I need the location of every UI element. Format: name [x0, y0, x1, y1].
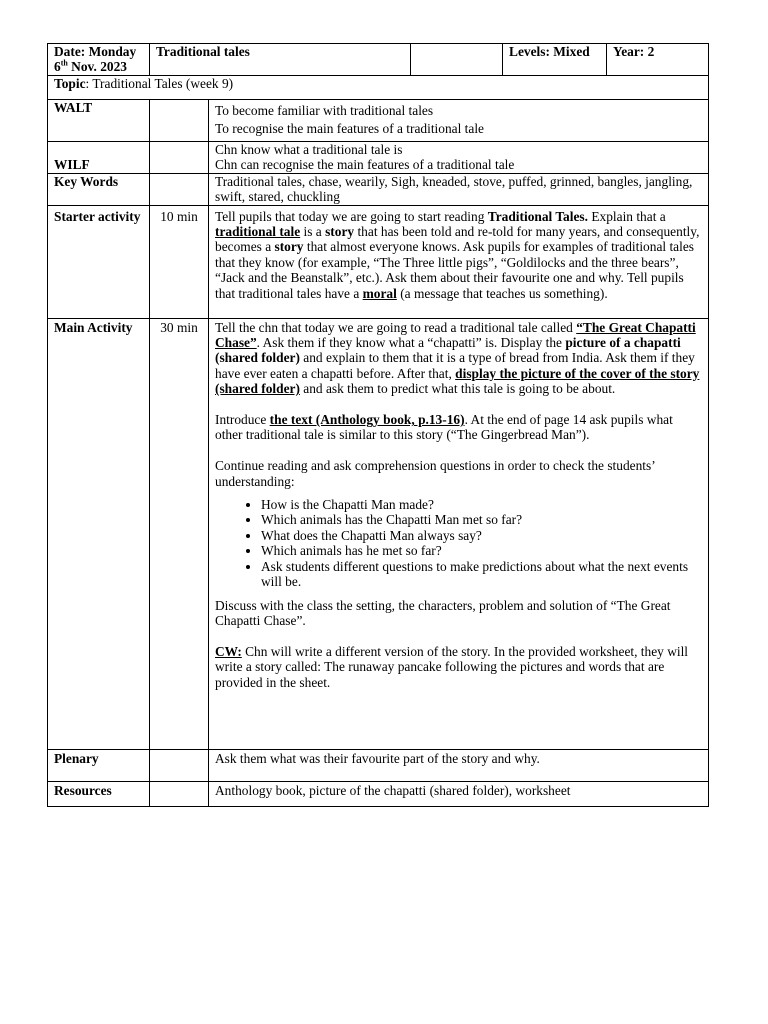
levels-cell: Levels: Mixed [503, 44, 607, 76]
main-time: 30 min [150, 318, 209, 749]
walt-time-cell [150, 100, 209, 142]
spacer [215, 443, 702, 458]
main-paragraph-2 [215, 412, 702, 443]
topic-cell [48, 76, 709, 100]
starter-text: that almost everyone knows. Ask pupils for examples of traditional tales that they know (for example, “The Three little pigs”, “Goldilocks and the three bears”, “Jack and the Beanstalk”, etc.). Ask them about their favourite one and why. Tell pupils that traditional tales have a [215, 239, 694, 301]
lesson-plan-table [47, 43, 709, 807]
main-bold: picture of a chapatti (shared folder) [215, 335, 681, 366]
keywords-row [48, 173, 709, 205]
wilf-line: Chn can recognise the main features of a traditional tale [215, 157, 515, 173]
date-label: Date: Monday [54, 44, 137, 59]
header-row [48, 44, 709, 76]
plenary-content: Ask them what was their favourite part of the story and why. [209, 749, 709, 781]
list-item: • Ask students different questions to make predictions about what the next events will be. [261, 559, 702, 590]
spacer [215, 628, 702, 643]
starter-time: 10 min [150, 205, 209, 318]
year-cell: Year: 2 [607, 44, 709, 76]
starter-row [48, 205, 709, 318]
main-label: Main Activity [48, 318, 150, 749]
starter-bold: story [274, 239, 304, 255]
date-day: 6 [54, 59, 61, 75]
main-paragraph-1 [215, 320, 702, 397]
topic-value: : Traditional Tales (week 9) [85, 76, 234, 91]
starter-text: Tell pupils that today we are going to start reading [215, 208, 488, 224]
topic-row [48, 76, 709, 100]
list-item: • How is the Chapatti Man made? [261, 497, 702, 512]
plenary-label: Plenary [48, 749, 150, 781]
starter-bold: Traditional Tales. [487, 208, 588, 224]
main-text: . At the end of page 14 ask pupils what other traditional tale is similar to this story (“The Gingerbread Man”). [215, 412, 673, 443]
main-paragraph-3: Continue reading and ask comprehension questions in order to check the students’ understanding: [215, 458, 655, 489]
walt-row [48, 100, 709, 142]
cw-text: Chn will write a different version of the story. In the provided worksheet, they will write a story called: The runaway pancake following the pictures and words that are provided in the sheet. [215, 643, 689, 690]
wilf-content [209, 142, 709, 174]
main-text: . Ask them if they know what a “chapatti” is. Display the [256, 335, 566, 351]
plenary-row [48, 749, 709, 781]
main-content [209, 318, 709, 749]
starter-content [209, 205, 709, 318]
date-value [54, 59, 143, 74]
main-bold-underline: “The Great Chapatti Chase” [215, 319, 696, 351]
keywords-label: Key Words [48, 173, 150, 205]
starter-text: is a [300, 224, 326, 240]
cw-label: CW: [215, 643, 242, 659]
starter-text: Explain that a [587, 208, 666, 224]
resources-row [48, 781, 709, 806]
keywords-content: Traditional tales, chase, wearily, Sigh, kneaded, stove, puffed, grinned, bangles, jangling, swift, stared, chuckling [209, 173, 709, 205]
list-item: • Which animals has the Chapatti Man met so far? [261, 512, 702, 527]
main-text: and ask them to predict what this tale is going to be about. [299, 381, 616, 397]
resources-label: Resources [48, 781, 150, 806]
resources-time-cell [150, 781, 209, 806]
title-cell: Traditional tales [150, 44, 411, 76]
wilf-row [48, 142, 709, 174]
starter-label: Starter activity [48, 205, 150, 318]
wilf-label: WILF [48, 142, 150, 174]
main-text: Tell the chn that today we are going to read a traditional tale called [215, 319, 577, 335]
plenary-time-cell [150, 749, 209, 781]
spacer [215, 397, 702, 412]
list-item: • What does the Chapatti Man always say? [261, 528, 702, 543]
walt-label: WALT [48, 100, 150, 142]
main-text: and explain to them that it is a type of bread from India. Ask them if they have ever eaten a chapatti before. After that, [215, 350, 695, 381]
date-cell [48, 44, 150, 76]
walt-line: To become familiar with traditional tales [215, 103, 434, 118]
main-text: Introduce [215, 412, 270, 428]
wilf-time-cell [150, 142, 209, 174]
starter-bold: story [325, 224, 355, 240]
starter-bold-underline: moral [362, 285, 397, 301]
starter-text: that has been told and re-told for many years, and consequently, becomes a [215, 224, 700, 255]
question-list [215, 497, 702, 589]
main-bold-underline: display the picture of the cover of the story (shared folder) [215, 365, 700, 397]
main-activity-row [48, 318, 709, 749]
date-suffix: th [60, 58, 68, 68]
starter-bold-underline: traditional tale [215, 224, 301, 240]
blank-header-cell [411, 44, 503, 76]
main-paragraph-4: Discuss with the class the setting, the characters, problem and solution of “The Great Chapatti Chase”. [215, 597, 671, 628]
topic-label: Topic [54, 76, 86, 91]
starter-text: (a message that teaches us something). [396, 285, 608, 301]
main-paragraph-5 [215, 644, 702, 690]
wilf-line: Chn know what a traditional tale is [215, 142, 403, 157]
keywords-time-cell [150, 173, 209, 205]
date-rest: Nov. 2023 [67, 59, 127, 75]
main-bold-underline: the text (Anthology book, p.13-16) [269, 412, 465, 428]
list-item: • Which animals has he met so far? [261, 543, 702, 558]
resources-content: Anthology book, picture of the chapatti (shared folder), worksheet [209, 781, 709, 806]
walt-content [209, 100, 709, 142]
walt-line: To recognise the main features of a traditional tale [215, 121, 484, 137]
